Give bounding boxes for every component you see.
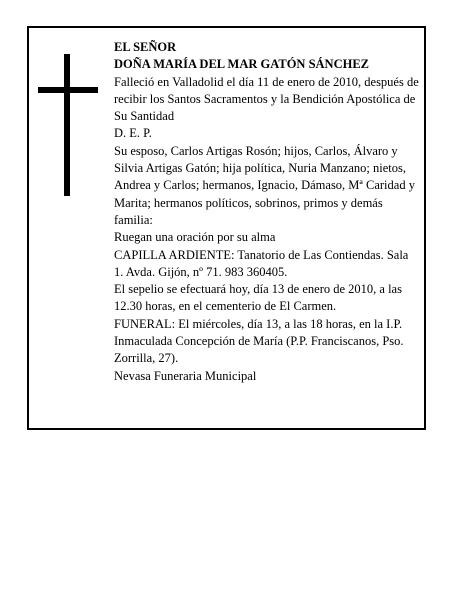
rip-abbreviation: D. E. P. [114, 126, 152, 141]
funeral-info: FUNERAL: El miércoles, día 13, a las 18 horas, en la I.P. Inmaculada Concepción de María (P.P. Franciscanos, Pso. Zorrilla, 27). [114, 316, 404, 366]
cross-horizontal-bar [38, 87, 98, 93]
cross-vertical-bar [64, 54, 70, 196]
funeral-home: Nevasa Funeraria Municipal [114, 368, 257, 383]
deceased-name: DOÑA MARÍA DEL MAR GATÓN SÁNCHEZ [114, 57, 369, 72]
prayer-request: Ruegan una oración por su alma [114, 230, 276, 245]
obituary-text [114, 39, 420, 385]
latin-cross-icon [38, 54, 98, 196]
honorific: EL SEÑOR [114, 40, 177, 54]
family-list: Su esposo, Carlos Artigas Rosón; hijos, Carlos, Álvaro y Silvia Artigas Gatón; hija política, Nuria Manzano; nietos, Andrea y Carlos; hermanos, Ignacio, Dámaso, Mª Caridad y Marita; hermanos políticos, sobrinos, primos y demás familia: [114, 143, 415, 227]
chapel-info: CAPILLA ARDIENTE: Tanatorio de Las Contiendas. Sala 1. Avda. Gijón, nº 71. 983 360405. [114, 247, 409, 279]
passing-statement: Falleció en Valladolid el día 11 de enero de 2010, después de recibir los Santos Sacramentos y la Bendición Apostólica de Su Santidad [114, 74, 419, 124]
burial-info: El sepelio se efectuará hoy, día 13 de enero de 2010, a las 12.30 horas, en el cementerio de El Carmen. [114, 282, 402, 314]
